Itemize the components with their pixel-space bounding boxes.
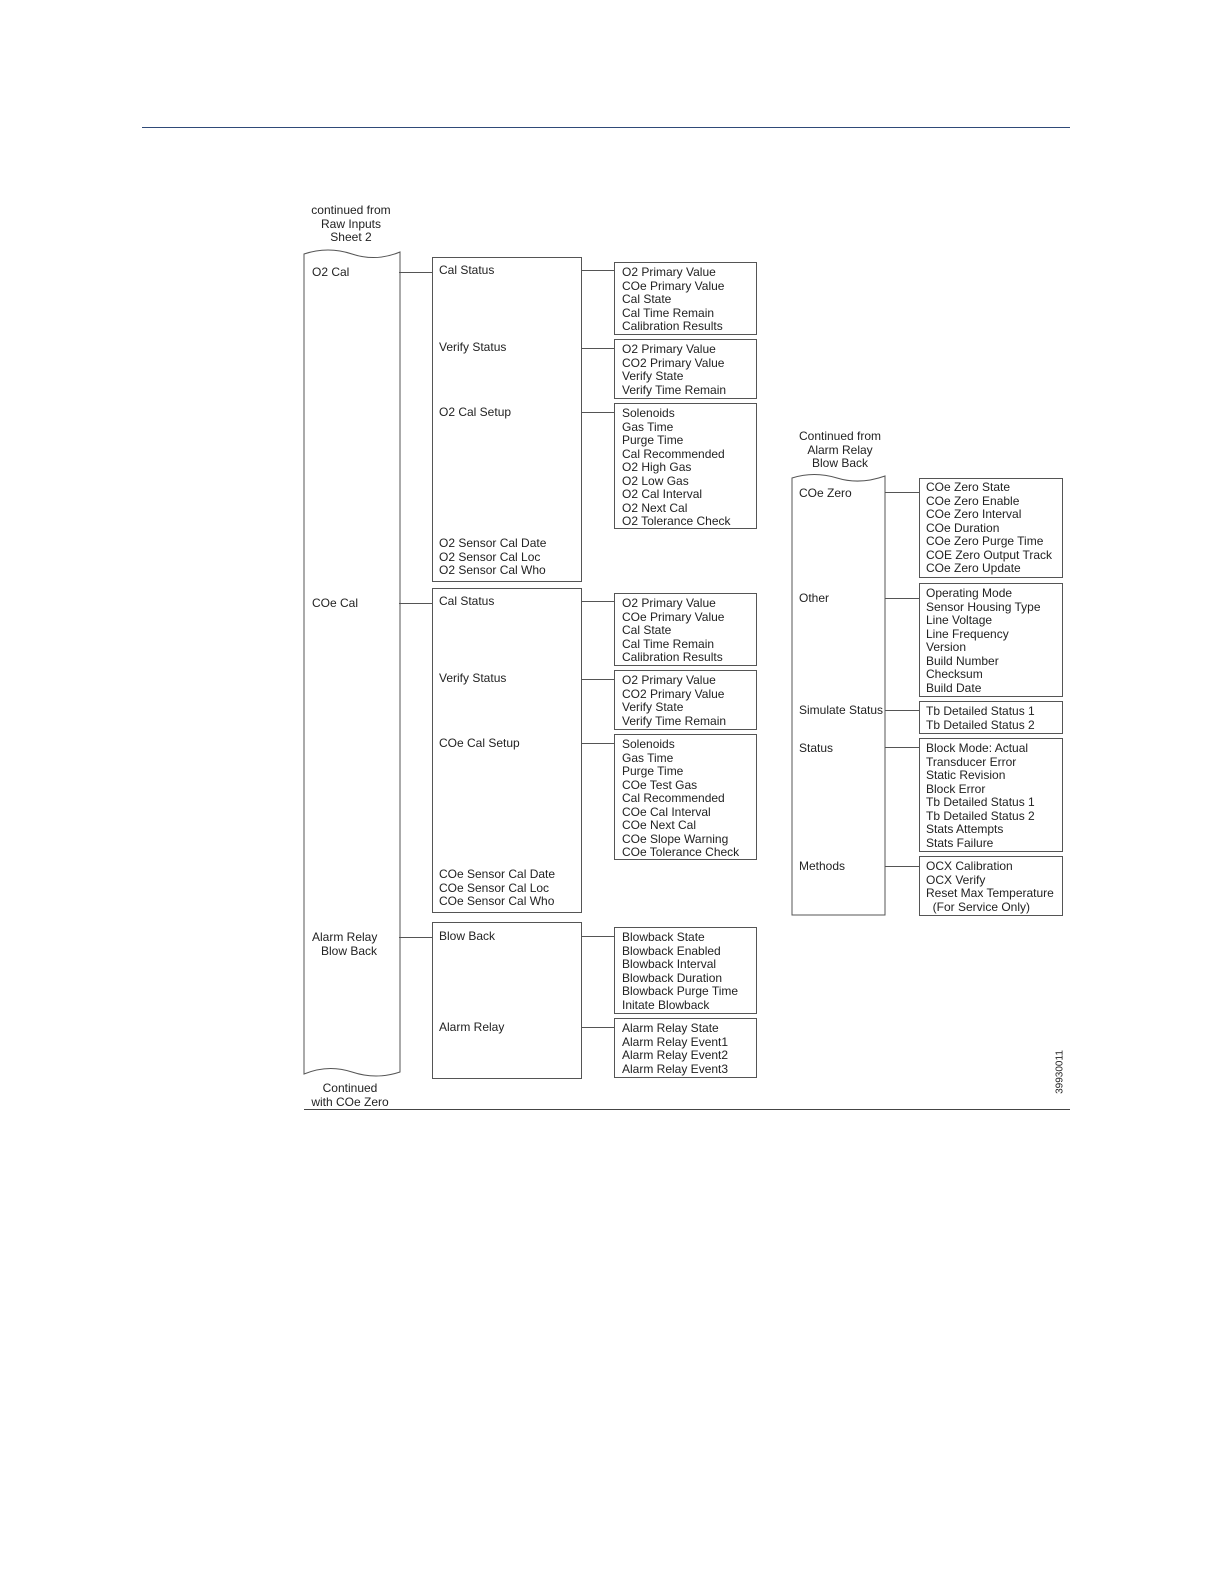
continued-with-coe-zero-note: Continued with COe Zero: [311, 1081, 389, 1109]
status-item: Status: [799, 741, 834, 755]
connector-alarm-relay: [399, 937, 433, 938]
connector: [885, 747, 919, 748]
coe-cal-setup-item: COe Cal Setup: [439, 736, 520, 750]
connector: [582, 679, 614, 680]
alarm-relay-menu-box: [432, 922, 582, 1079]
o2-cal-setup-item: O2 Cal Setup: [439, 405, 512, 419]
alarm-relay-item: Alarm Relay: [439, 1020, 505, 1034]
header-rule: [142, 127, 1070, 128]
connector: [582, 1027, 614, 1028]
methods-item: Methods: [799, 859, 846, 873]
alarm-relay-blow-back-item: Alarm Relay Blow Back: [312, 930, 378, 958]
coe-verify-status-list: O2 Primary Value CO2 Primary Value Verify State Verify Time Remain: [622, 673, 727, 728]
other-list: Operating Mode Sensor Housing Type Line Voltage Line Frequency Version Build Number Checksum Build Date: [926, 586, 1041, 695]
o2-cal-setup-list: Solenoids Gas Time Purge Time Cal Recommended O2 High Gas O2 Low Gas O2 Cal Interval O2 Next Cal O2 Tolerance Check: [622, 406, 731, 528]
coe-zero-item: COe Zero: [799, 486, 852, 500]
other-item: Other: [799, 591, 830, 605]
connector: [885, 492, 919, 493]
connector: [582, 270, 614, 271]
continued-from-raw-inputs-note: continued from Raw Inputs Sheet 2: [311, 203, 391, 244]
figure-bottom-rule: [304, 1109, 1070, 1110]
coe-sensor-cal-info: COe Sensor Cal Date COe Sensor Cal Loc COe Sensor Cal Who: [439, 867, 556, 908]
blow-back-item: Blow Back: [439, 929, 496, 943]
o2-verify-status-item: Verify Status: [439, 340, 507, 354]
coe-zero-list: COe Zero State COe Zero Enable COe Zero Interval COe Duration COe Zero Purge Time COE Zero Output Track COe Zero Update: [926, 480, 1053, 575]
connector: [582, 743, 614, 744]
blowback-list: Blowback State Blowback Enabled Blowback Interval Blowback Duration Blowback Purge Time Initate Blowback: [622, 930, 739, 1012]
coe-verify-status-item: Verify Status: [439, 671, 507, 685]
o2-cal-item: O2 Cal: [312, 265, 350, 279]
simulate-status-list: Tb Detailed Status 1 Tb Detailed Status 2: [926, 704, 1035, 732]
o2-cal-status-item: Cal Status: [439, 263, 495, 277]
left-continuation-column: [300, 246, 404, 1086]
o2-sensor-cal-info: O2 Sensor Cal Date O2 Sensor Cal Loc O2 Sensor Cal Who: [439, 536, 547, 577]
o2-verify-status-list: O2 Primary Value CO2 Primary Value Verify State Verify Time Remain: [622, 342, 727, 397]
o2-cal-menu-box: [432, 257, 582, 582]
connector: [582, 936, 614, 937]
connector: [582, 412, 614, 413]
coe-cal-status-item: Cal Status: [439, 594, 495, 608]
right-continuation-column: [789, 471, 889, 918]
connector: [885, 598, 919, 599]
connector-o2-cal: [399, 272, 433, 273]
methods-list: OCX Calibration OCX Verify Reset Max Temperature (For Service Only): [926, 859, 1054, 914]
coe-cal-status-list: O2 Primary Value COe Primary Value Cal State Cal Time Remain Calibration Results: [622, 596, 725, 664]
simulate-status-item: Simulate Status: [799, 703, 884, 717]
connector: [582, 348, 614, 349]
coe-cal-setup-list: Solenoids Gas Time Purge Time COe Test Gas Cal Recommended COe Cal Interval COe Next Cal COe Slope Warning COe Tolerance Check: [622, 737, 740, 859]
connector: [885, 710, 919, 711]
coe-cal-item: COe Cal: [312, 596, 359, 610]
continued-from-alarm-relay-note: Continued from Alarm Relay Blow Back: [798, 429, 882, 470]
coe-cal-menu-box: [432, 588, 582, 913]
connector-coe-cal: [399, 603, 433, 604]
status-list: Block Mode: Actual Transducer Error Static Revision Block Error Tb Detailed Status 1 Tb Detailed Status 2 Stats Attempts Stats Failure: [926, 741, 1035, 850]
connector: [582, 601, 614, 602]
connector: [885, 866, 919, 867]
o2-cal-status-list: O2 Primary Value COe Primary Value Cal State Cal Time Remain Calibration Results: [622, 265, 725, 333]
figure-id: 39930011: [1054, 1050, 1066, 1094]
alarm-relay-list: Alarm Relay State Alarm Relay Event1 Alarm Relay Event2 Alarm Relay Event3: [622, 1021, 729, 1076]
